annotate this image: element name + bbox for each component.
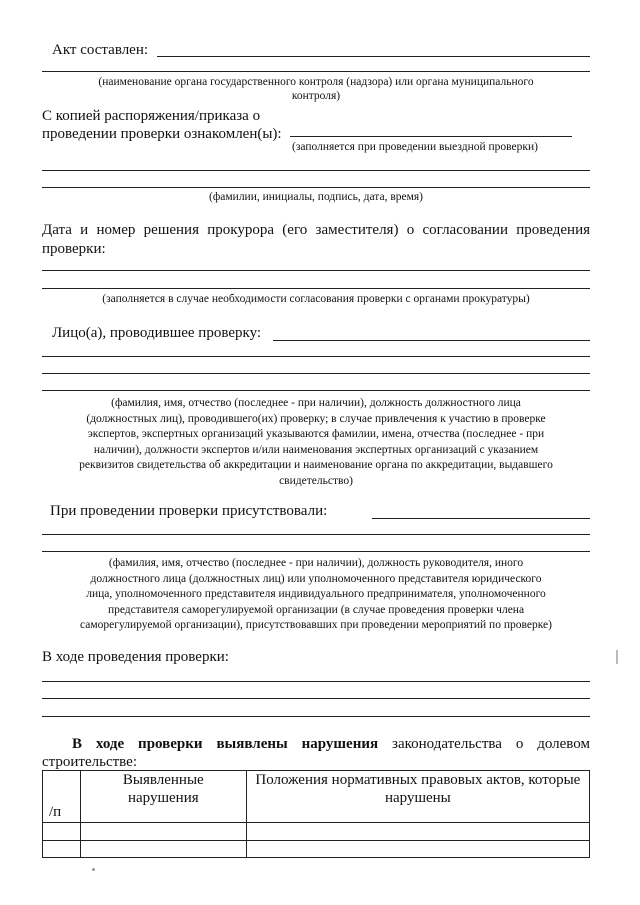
inspector-line-a[interactable] xyxy=(42,356,590,357)
copy-acquainted-field[interactable] xyxy=(290,136,572,137)
violations-heading xyxy=(42,735,590,771)
table-row[interactable] xyxy=(43,841,590,858)
table-header-row xyxy=(43,771,590,823)
copy-acquainted-note: (заполняется при проведении выездной проверки) xyxy=(292,141,538,153)
present-label: При проведении проверки присутствовали: xyxy=(50,503,328,519)
during-line-c[interactable] xyxy=(42,716,590,717)
inspector-field[interactable] xyxy=(273,340,590,341)
during-line-a[interactable] xyxy=(42,681,590,682)
act-composed-field[interactable] xyxy=(157,56,590,57)
violations-table xyxy=(42,770,590,858)
present-field[interactable] xyxy=(372,518,590,519)
violations-heading-rest: законодательства о долевом строительстве: xyxy=(42,736,590,770)
scan-speck xyxy=(92,868,95,871)
act-composed-label: Акт составлен: xyxy=(52,42,149,58)
act-composed-caption: (наименование органа государственного контроля (надзора) или органа муниципального контроля) xyxy=(98,76,534,102)
table-row[interactable] xyxy=(43,823,590,841)
present-caption: (фамилия, имя, отчество (последнее - при наличии), должность руководителя, иного должностного лица (должностных лиц) или уполномоченного представителя юридического лица, уполномоченного представителя индивидуального предпринимателя, уполномоченного представителя саморегулируемой организации (в случае проведения проверки члена саморегулируемой организации), присутствовавших при проведении мероприятий по проверке) xyxy=(80,557,552,631)
inspector-line-b[interactable] xyxy=(42,373,590,374)
copy-acquainted-line-a[interactable] xyxy=(42,170,590,171)
table-header-norms: Положения нормативных правовых актов, которые нарушены xyxy=(246,771,589,823)
table-cell[interactable] xyxy=(43,823,81,841)
copy-acquainted-line-b[interactable] xyxy=(42,187,590,188)
table-header-num: /п xyxy=(43,771,81,823)
inspector-line-c[interactable] xyxy=(42,390,590,391)
table-cell[interactable] xyxy=(246,841,589,858)
during-line-b[interactable] xyxy=(42,698,590,699)
table-cell[interactable] xyxy=(80,841,246,858)
copy-acquainted-caption: (фамилии, инициалы, подпись, дата, время) xyxy=(209,191,423,203)
inspector-label: Лицо(а), проводившее проверку: xyxy=(52,325,262,341)
act-composed-field-line2[interactable] xyxy=(42,71,590,72)
violations-heading-bold: В ходе проверки выявлены нарушения xyxy=(72,736,379,752)
prosecutor-line-b[interactable] xyxy=(42,288,590,289)
during-label: В ходе проведения проверки: xyxy=(42,649,229,665)
inspector-caption: (фамилия, имя, отчество (последнее - при наличии), должность должностного лица (должностных лиц), проводившего(их) проверку; в случае привлечения к участию в проверке экспертов, экспертных организаций указываются фамилии, имена, отчества (последнее - при наличии), должности экспертов и/или наименования экспертных организаций с указанием реквизитов свидетельства об аккредитации и наименование органа по аккредитации, выдавшего свидетельство) xyxy=(79,397,553,487)
copy-acquainted-label: С копией распоряжения/приказа о проведении проверки ознакомлен(ы): xyxy=(42,108,282,142)
prosecutor-caption: (заполняется в случае необходимости согласования проверки с органами прокуратуры) xyxy=(102,293,530,305)
table-cell[interactable] xyxy=(246,823,589,841)
present-line-b[interactable] xyxy=(42,551,590,552)
prosecutor-line-a[interactable] xyxy=(42,270,590,271)
scan-mark xyxy=(616,650,618,664)
prosecutor-text: Дата и номер решения прокурора (его заместителя) о согласовании проведения проверки: xyxy=(42,222,590,257)
table-cell[interactable] xyxy=(80,823,246,841)
table-header-found: Выявленные нарушения xyxy=(80,771,246,823)
present-line-a[interactable] xyxy=(42,534,590,535)
table-cell[interactable] xyxy=(43,841,81,858)
